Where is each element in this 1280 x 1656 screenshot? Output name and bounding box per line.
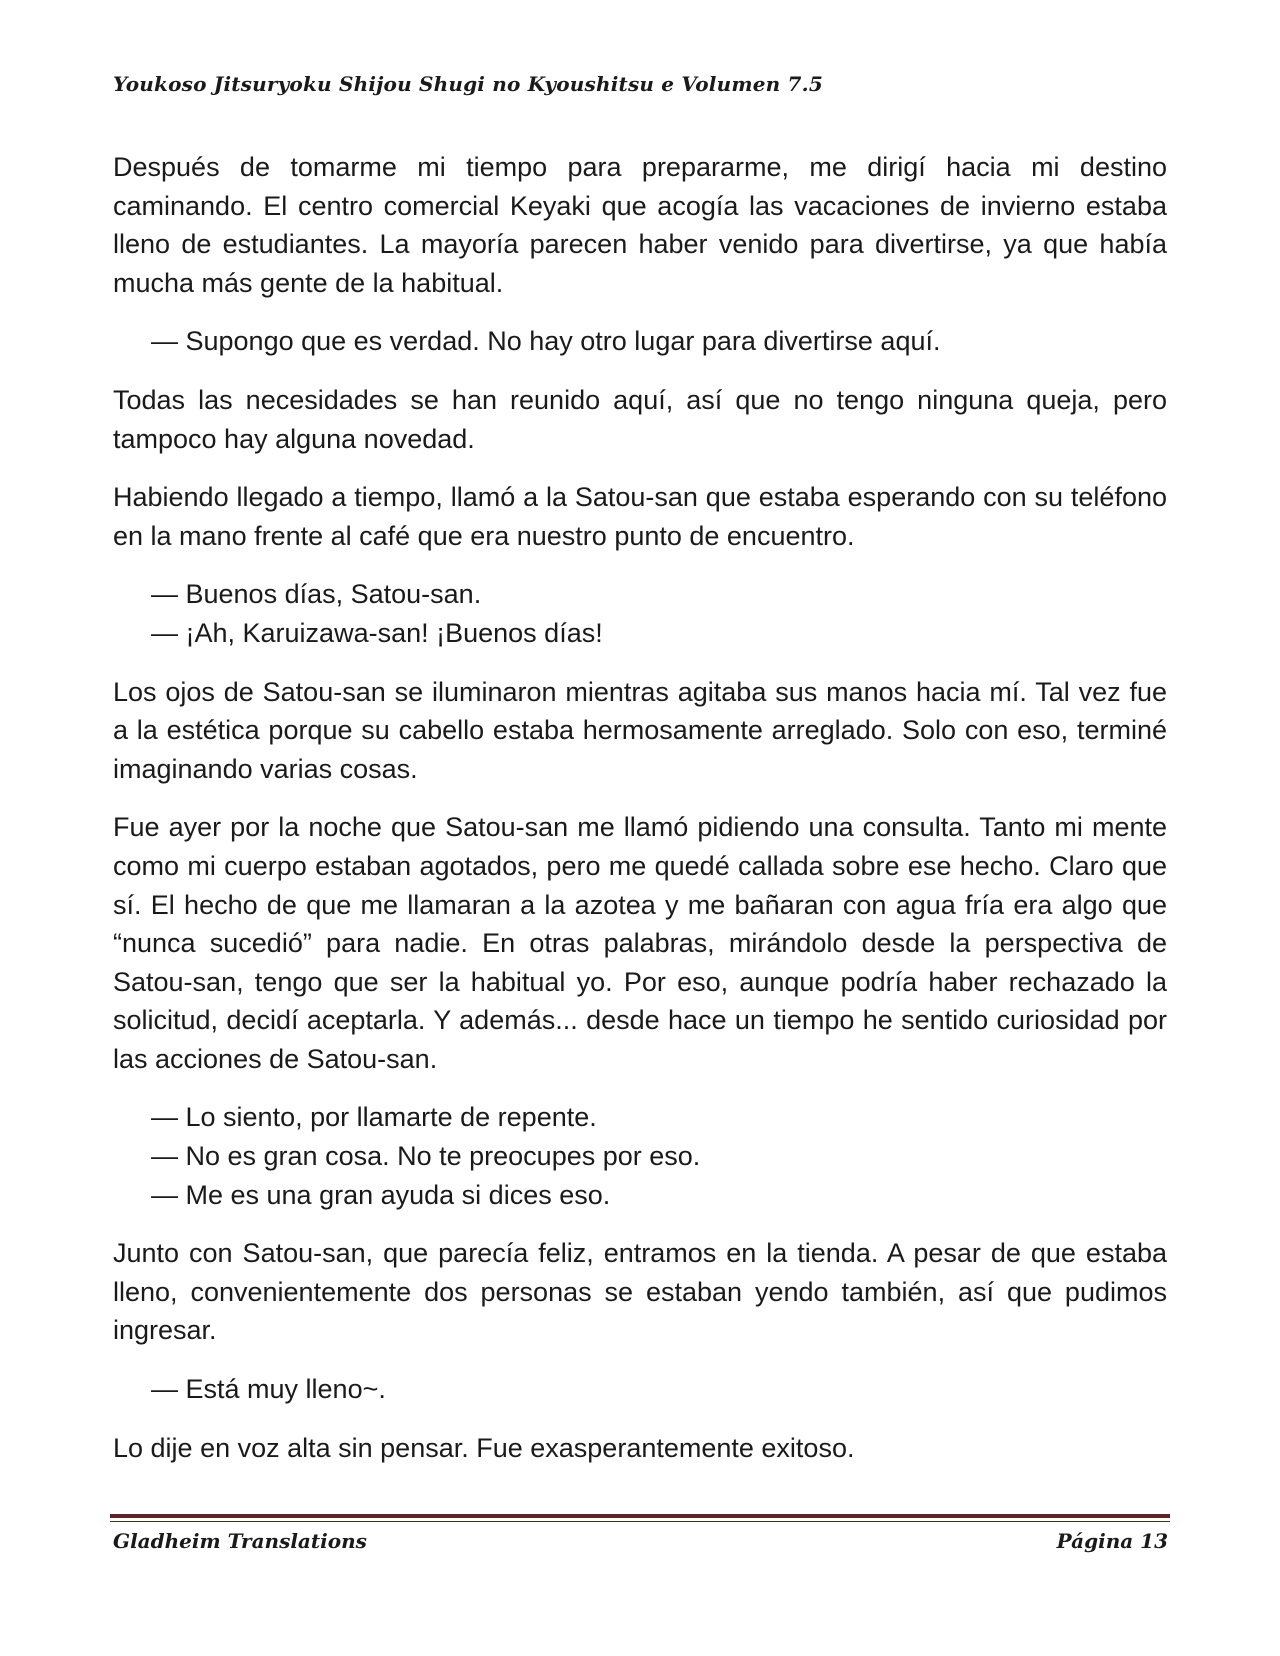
- paragraph: Lo dije en voz alta sin pensar. Fue exasperantemente exitoso.: [113, 1432, 855, 1463]
- paragraph: Los ojos de Satou-san se iluminaron mientras agitaba sus manos hacia mí. Tal vez fue a la estética porque su cabello estaba hermosamente arreglado. Solo con eso, terminé imaginando varias cosas.: [113, 676, 1167, 784]
- dialogue-line: — Me es una gran ayuda si dices eso.: [151, 1179, 611, 1210]
- footer-credit: Gladheim Translations: [113, 1529, 367, 1553]
- paragraph: Todas las necesidades se han reunido aquí, así que no tengo ninguna queja, pero tampoco hay alguna novedad.: [113, 384, 1167, 454]
- dialogue-line: — Lo siento, por llamarte de repente.: [151, 1102, 597, 1133]
- footer-divider: [110, 1514, 1170, 1518]
- dialogue-line: — Buenos días, Satou-san.: [151, 579, 482, 610]
- page-body: [113, 148, 1167, 1487]
- footer-divider-thin: [110, 1521, 1170, 1522]
- paragraph: Después de tomarme mi tiempo para prepararme, me dirigí hacia mi destino caminando. El centro comercial Keyaki que acogía las vacaciones de invierno estaba lleno de estudiantes. La mayoría parecen haber venido para divertirse, ya que había mucha más gente de la habitual.: [113, 152, 1167, 298]
- dialogue-line: — Está muy lleno~.: [151, 1374, 386, 1405]
- page-number: Página 13: [1056, 1529, 1168, 1553]
- dialogue-block: [151, 575, 1167, 652]
- dialogue-line: — No es gran cosa. No te preocupes por eso.: [151, 1141, 701, 1172]
- dialogue-block: [151, 1370, 1167, 1409]
- paragraph: Junto con Satou-san, que parecía feliz, entramos en la tienda. A pesar de que estaba lleno, convenientemente dos personas se estaban yendo también, así que pudimos ingresar.: [113, 1238, 1167, 1346]
- running-header: Youkoso Jitsuryoku Shijou Shugi no Kyoushitsu e Volumen 7.5: [113, 72, 823, 96]
- dialogue-block: [151, 322, 1167, 361]
- paragraph: Fue ayer por la noche que Satou-san me llamó pidiendo una consulta. Tanto mi mente como mi cuerpo estaban agotados, pero me quedé callada sobre ese hecho. Claro que sí. El hecho de que me llamaran a la azotea y me bañaran con agua fría era algo que “nunca sucedió” para nadie. En otras palabras, mirándolo desde la perspectiva de Satou-san, tengo que ser la habitual yo. Por eso, aunque podría haber rechazado la solicitud, decidí aceptarla. Y además... desde hace un tiempo he sentido curiosidad por las acciones de Satou-san.: [113, 812, 1167, 1074]
- dialogue-block: [151, 1098, 1167, 1214]
- dialogue-line: — ¡Ah, Karuizawa-san! ¡Buenos días!: [151, 617, 603, 648]
- dialogue-line: — Supongo que es verdad. No hay otro lugar para divertirse aquí.: [151, 326, 941, 357]
- paragraph: Habiendo llegado a tiempo, llamó a la Satou-san que estaba esperando con su teléfono en la mano frente al café que era nuestro punto de encuentro.: [113, 482, 1167, 551]
